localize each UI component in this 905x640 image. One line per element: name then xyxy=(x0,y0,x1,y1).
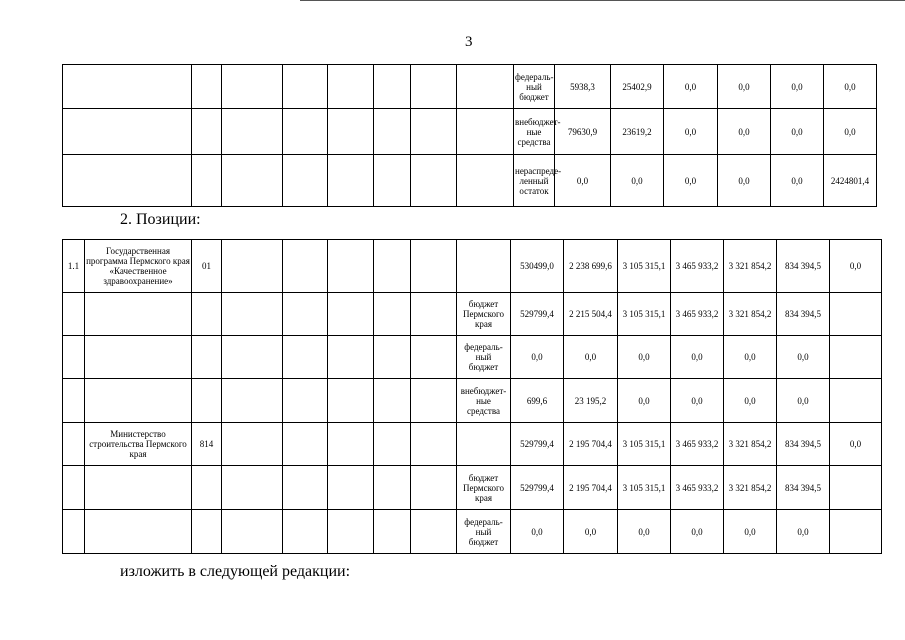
value-cell: 3 105 315,1 xyxy=(618,240,671,293)
value-cell: 834 394,5 xyxy=(777,423,830,466)
empty-cell xyxy=(63,65,192,109)
value-cell: 3 105 315,1 xyxy=(618,293,671,336)
value-cell: 3 465 933,2 xyxy=(671,240,724,293)
value-cell: 0,0 xyxy=(771,65,824,109)
value-cell: 3 321 854,2 xyxy=(724,293,777,336)
empty-cell xyxy=(411,510,457,554)
funding-source-cell: федераль- ный бюджет xyxy=(457,510,511,554)
empty-cell xyxy=(222,510,283,554)
value-cell: 2 215 504,4 xyxy=(564,293,618,336)
empty-cell xyxy=(328,423,374,466)
empty-cell xyxy=(283,65,328,109)
funding-source-cell: бюджет Пермского края xyxy=(457,466,511,510)
value-cell: 0,0 xyxy=(724,379,777,423)
empty-cell xyxy=(374,379,411,423)
value-cell: 5938,3 xyxy=(555,65,611,109)
empty-cell xyxy=(374,336,411,379)
table-row xyxy=(63,423,882,466)
table-row xyxy=(63,109,877,155)
value-cell: 0,0 xyxy=(771,109,824,155)
value-cell: 0,0 xyxy=(611,155,664,207)
value-cell: 0,0 xyxy=(618,379,671,423)
empty-cell xyxy=(222,423,283,466)
row-number-cell xyxy=(63,379,85,423)
empty-cell xyxy=(63,155,192,207)
value-cell: 2 238 699,6 xyxy=(564,240,618,293)
value-cell: 0,0 xyxy=(564,336,618,379)
row-number-cell xyxy=(63,423,85,466)
value-cell: 0,0 xyxy=(671,379,724,423)
code-cell xyxy=(192,379,222,423)
value-cell: 3 321 854,2 xyxy=(724,240,777,293)
code-cell: 01 xyxy=(192,240,222,293)
table-row xyxy=(63,240,882,293)
code-cell xyxy=(192,293,222,336)
empty-cell xyxy=(283,109,328,155)
table-row xyxy=(63,65,877,109)
empty-cell xyxy=(411,65,457,109)
empty-cell xyxy=(283,240,328,293)
value-cell: 0,0 xyxy=(511,336,564,379)
value-cell: 0,0 xyxy=(664,65,718,109)
value-cell: 529799,4 xyxy=(511,466,564,510)
table-positions xyxy=(62,239,882,554)
empty-cell xyxy=(222,109,283,155)
value-cell: 0,0 xyxy=(830,240,882,293)
empty-cell xyxy=(411,336,457,379)
value-cell: 0,0 xyxy=(824,109,877,155)
empty-cell xyxy=(328,65,374,109)
value-cell: 529799,4 xyxy=(511,293,564,336)
empty-cell xyxy=(457,155,514,207)
empty-cell xyxy=(222,155,283,207)
empty-cell xyxy=(328,293,374,336)
value-cell: 0,0 xyxy=(664,155,718,207)
value-cell: 3 105 315,1 xyxy=(618,423,671,466)
empty-cell xyxy=(222,379,283,423)
value-cell xyxy=(830,293,882,336)
empty-cell xyxy=(192,65,222,109)
table-row xyxy=(63,466,882,510)
table-row xyxy=(63,510,882,554)
row-number-cell xyxy=(63,293,85,336)
empty-cell xyxy=(328,336,374,379)
code-cell xyxy=(192,510,222,554)
value-cell: 0,0 xyxy=(777,379,830,423)
funding-source-cell: внебюджет- ные средства xyxy=(457,379,511,423)
funding-source-cell: бюджет Пермского края xyxy=(457,293,511,336)
value-cell: 0,0 xyxy=(718,155,771,207)
value-cell: 0,0 xyxy=(671,336,724,379)
scan-edge-line xyxy=(300,0,905,1)
row-number-cell xyxy=(63,510,85,554)
empty-cell xyxy=(411,109,457,155)
value-cell: 3 321 854,2 xyxy=(724,466,777,510)
empty-cell xyxy=(222,293,283,336)
value-cell: 0,0 xyxy=(777,336,830,379)
empty-cell xyxy=(374,466,411,510)
value-cell: 0,0 xyxy=(771,155,824,207)
value-cell: 79630,9 xyxy=(555,109,611,155)
value-cell: 0,0 xyxy=(824,65,877,109)
funding-source-cell: нераспреде- ленный остаток xyxy=(514,155,555,207)
position-name-cell xyxy=(85,293,192,336)
table-row xyxy=(63,293,882,336)
funding-source-cell: федераль- ный бюджет xyxy=(514,65,555,109)
value-cell: 23 195,2 xyxy=(564,379,618,423)
empty-cell xyxy=(222,240,283,293)
empty-cell xyxy=(411,423,457,466)
empty-cell xyxy=(222,466,283,510)
empty-cell xyxy=(328,155,374,207)
value-cell: 23619,2 xyxy=(611,109,664,155)
position-name-cell xyxy=(85,510,192,554)
value-cell: 0,0 xyxy=(511,510,564,554)
row-number-cell xyxy=(63,466,85,510)
empty-cell xyxy=(411,379,457,423)
value-cell: 0,0 xyxy=(664,109,718,155)
empty-cell xyxy=(328,109,374,155)
value-cell: 3 465 933,2 xyxy=(671,293,724,336)
value-cell: 0,0 xyxy=(724,336,777,379)
empty-cell xyxy=(374,155,411,207)
value-cell: 2 195 704,4 xyxy=(564,466,618,510)
value-cell xyxy=(830,379,882,423)
value-cell: 529799,4 xyxy=(511,423,564,466)
value-cell: 0,0 xyxy=(724,510,777,554)
table-row xyxy=(63,155,877,207)
empty-cell xyxy=(192,155,222,207)
empty-cell xyxy=(328,510,374,554)
value-cell: 0,0 xyxy=(671,510,724,554)
value-cell: 0,0 xyxy=(564,510,618,554)
empty-cell xyxy=(328,466,374,510)
empty-cell xyxy=(283,466,328,510)
value-cell: 834 394,5 xyxy=(777,293,830,336)
empty-cell xyxy=(457,65,514,109)
empty-cell xyxy=(411,155,457,207)
empty-cell xyxy=(222,336,283,379)
table-row xyxy=(63,336,882,379)
code-cell: 814 xyxy=(192,423,222,466)
table-top xyxy=(62,64,877,207)
code-cell xyxy=(192,336,222,379)
value-cell: 3 465 933,2 xyxy=(671,466,724,510)
section-heading: 2. Позиции: xyxy=(120,211,201,228)
funding-source-cell xyxy=(457,240,511,293)
value-cell: 834 394,5 xyxy=(777,240,830,293)
position-name-cell xyxy=(85,466,192,510)
value-cell: 2424801,4 xyxy=(824,155,877,207)
value-cell: 0,0 xyxy=(830,423,882,466)
footer-text: изложить в следующей редакции: xyxy=(120,563,351,580)
empty-cell xyxy=(283,423,328,466)
value-cell: 0,0 xyxy=(777,510,830,554)
empty-cell xyxy=(192,109,222,155)
code-cell xyxy=(192,466,222,510)
empty-cell xyxy=(374,293,411,336)
empty-cell xyxy=(374,109,411,155)
value-cell: 0,0 xyxy=(555,155,611,207)
row-number-cell: 1.1 xyxy=(63,240,85,293)
value-cell: 0,0 xyxy=(618,510,671,554)
row-number-cell xyxy=(63,336,85,379)
empty-cell xyxy=(328,379,374,423)
empty-cell xyxy=(63,109,192,155)
value-cell: 3 105 315,1 xyxy=(618,466,671,510)
empty-cell xyxy=(283,155,328,207)
empty-cell xyxy=(374,423,411,466)
empty-cell xyxy=(222,65,283,109)
position-name-cell: Государственная программа Пермского края «Качественное здравоохранение» xyxy=(85,240,192,293)
empty-cell xyxy=(411,240,457,293)
value-cell xyxy=(830,466,882,510)
empty-cell xyxy=(374,65,411,109)
value-cell xyxy=(830,336,882,379)
value-cell: 0,0 xyxy=(618,336,671,379)
value-cell xyxy=(830,510,882,554)
empty-cell xyxy=(374,510,411,554)
funding-source-cell: федераль- ный бюджет xyxy=(457,336,511,379)
funding-source-cell: внебюджет- ные средства xyxy=(514,109,555,155)
value-cell: 530499,0 xyxy=(511,240,564,293)
empty-cell xyxy=(283,510,328,554)
value-cell: 2 195 704,4 xyxy=(564,423,618,466)
empty-cell xyxy=(328,240,374,293)
empty-cell xyxy=(411,293,457,336)
value-cell: 3 465 933,2 xyxy=(671,423,724,466)
empty-cell xyxy=(283,293,328,336)
value-cell: 0,0 xyxy=(718,109,771,155)
value-cell: 699,6 xyxy=(511,379,564,423)
value-cell: 0,0 xyxy=(718,65,771,109)
position-name-cell xyxy=(85,336,192,379)
funding-source-cell xyxy=(457,423,511,466)
empty-cell xyxy=(457,109,514,155)
empty-cell xyxy=(283,379,328,423)
position-name-cell: Министерство строительства Пермского края xyxy=(85,423,192,466)
empty-cell xyxy=(283,336,328,379)
page-number: 3 xyxy=(465,34,473,50)
value-cell: 25402,9 xyxy=(611,65,664,109)
table-row xyxy=(63,379,882,423)
value-cell: 834 394,5 xyxy=(777,466,830,510)
empty-cell xyxy=(374,240,411,293)
value-cell: 3 321 854,2 xyxy=(724,423,777,466)
position-name-cell xyxy=(85,379,192,423)
empty-cell xyxy=(411,466,457,510)
